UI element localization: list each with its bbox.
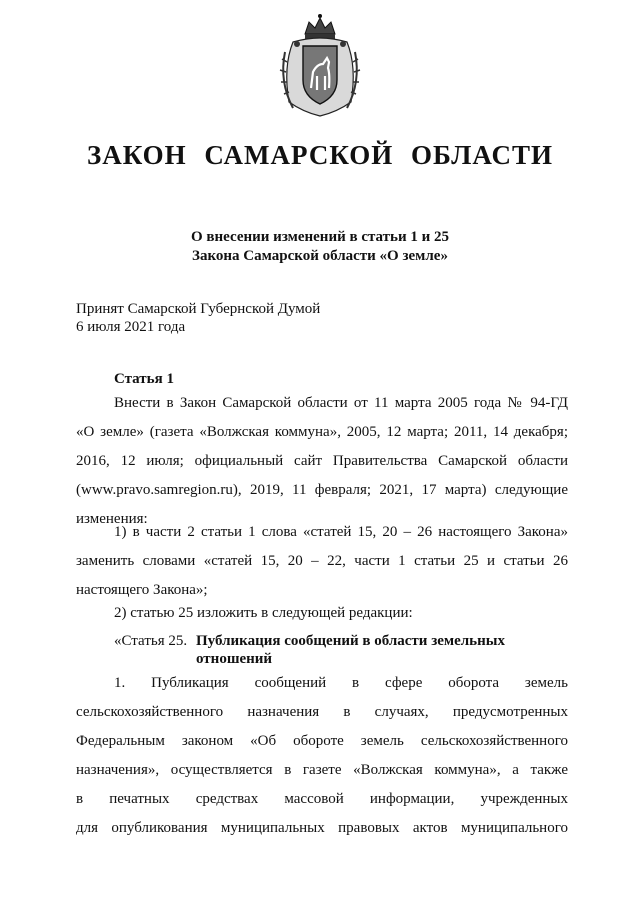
article-1-line: «О земле» (газета «Волжская коммуна», 2005, 12 марта; 2011, 14 декабря; [76, 424, 568, 440]
article-25-part-1-line: назначения», осуществляется в газете «Волжская коммуна», а также [76, 762, 568, 778]
subtitle-line-2: Закона Самарской области «О земле» [192, 248, 448, 264]
article-1-line: 2016, 12 июля; официальный сайт Правительства Самарской области [76, 453, 568, 469]
law-subtitle [0, 228, 640, 266]
article-25-part-1-line: 1. Публикация сообщений в сфере оборота земель [114, 675, 568, 691]
adoption-date: 6 июля 2021 года [76, 319, 186, 335]
article-1-line: изменения: [76, 511, 148, 527]
article-25-part-1-line: Федеральным законом «Об обороте земель сельскохозяйственного [76, 733, 568, 749]
article-1-line: (www.pravo.samregion.ru), 2019, 11 февраля; 2021, 17 марта) следующие [76, 482, 568, 498]
article-1-heading: Статья 1 [114, 371, 174, 387]
quoted-article-25-prefix: «Статья 25. [114, 633, 188, 649]
article-1-line: заменить словами «статей 15, 20 – 22, части 1 статьи 25 и статьи 26 [76, 553, 568, 569]
quoted-article-25-title: отношений [196, 651, 273, 667]
samara-coat-of-arms-emblem [273, 12, 367, 120]
article-1-line: 1) в части 2 статьи 1 слова «статей 15, 20 – 26 настоящего Закона» [114, 524, 568, 540]
article-1-line: Внести в Закон Самарской области от 11 марта 2005 года № 94-ГД [114, 395, 568, 411]
adoption-info [76, 300, 320, 336]
article-25-part-1-line: сельскохозяйственного назначения в случаях, предусмотренных [76, 704, 568, 720]
article-1-line: 2) статью 25 изложить в следующей редакции: [114, 605, 413, 621]
adoption-body: Принят Самарской Губернской Думой [76, 301, 321, 317]
article-25-part-1-line: для опубликования муниципальных правовых актов муниципального [76, 820, 568, 836]
subtitle-line-1: О внесении изменений в статьи 1 и 25 [191, 229, 449, 245]
article-1-line: настоящего Закона»; [76, 582, 208, 598]
law-title: ЗАКОН САМАРСКОЙ ОБЛАСТИ [87, 140, 553, 170]
article-25-part-1-line: в печатных средствах массовой информации, учрежденных [76, 791, 568, 807]
quoted-article-25-title: Публикация сообщений в области земельных [196, 633, 505, 649]
